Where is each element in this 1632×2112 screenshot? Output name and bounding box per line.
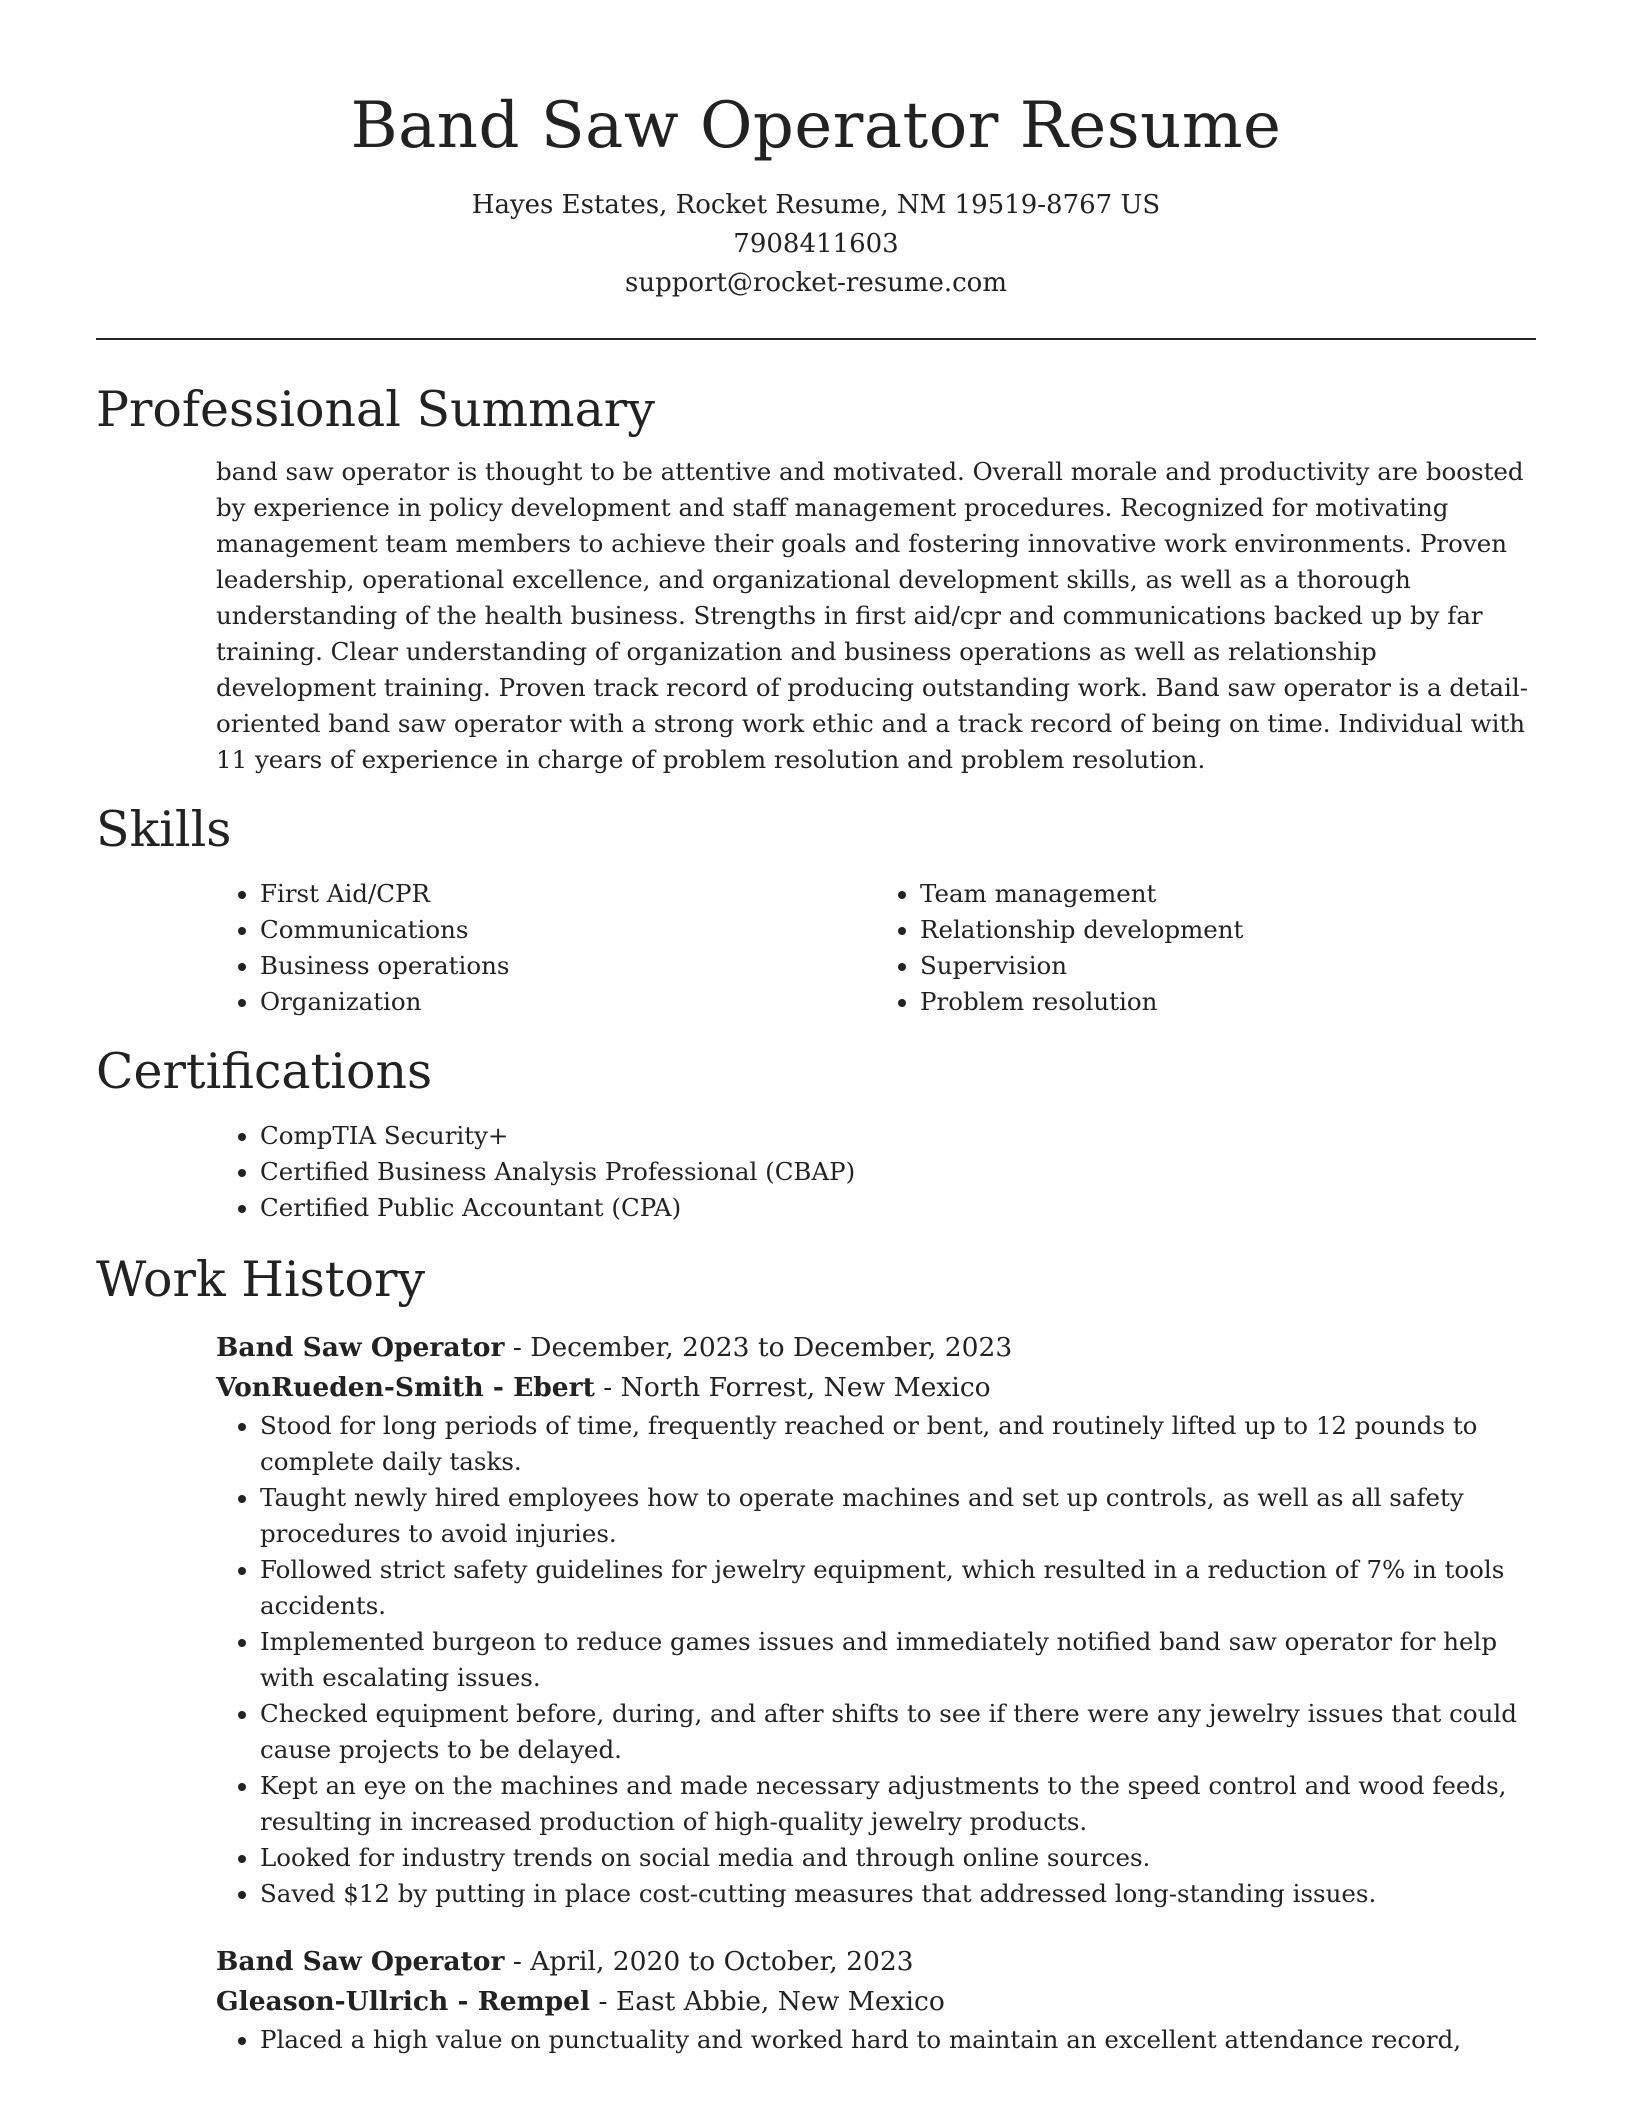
skill-item: • Team management [920,876,1536,912]
job-bullets [216,1408,1536,1912]
job-company-line [216,1982,1536,2022]
job-dates: - April, 2020 to October, 2023 [504,1946,914,1977]
skills-list-right [876,876,1536,1020]
job-bullet: • Placed a high value on punctuality and worked hard to maintain an excellent attendance record, [260,2022,1536,2058]
summary-heading: Professional Summary [96,381,655,438]
skill-item: • Supervision [920,948,1536,984]
work-history-heading: Work History [96,1251,426,1308]
certification-item: • Certified Public Accountant (CPA) [260,1190,1536,1226]
job-bullet: • Kept an eye on the machines and made necessary adjustments to the speed control and wood feeds, resulting in increased production of high-quality jewelry products. [260,1768,1536,1840]
job-role: Band Saw Operator [216,1332,505,1363]
job-role-line [216,1328,1536,1368]
job-company-line [216,1368,1536,1408]
certification-item: • Certified Business Analysis Professional (CBAP) [260,1154,1536,1190]
job-bullet: • Saved $12 by putting in place cost-cutting measures that addressed long-standing issues. [260,1876,1536,1912]
job-location: - East Abbie, New Mexico [590,1986,945,2017]
certifications-list [216,1118,1536,1226]
contact-block [96,186,1536,303]
resume-header [96,0,1536,303]
job-location: - North Forrest, New Mexico [594,1372,991,1403]
job-company: Gleason-Ullrich - Rempel [216,1986,591,2017]
skill-item: • First Aid/CPR [260,876,876,912]
job-role: Band Saw Operator [216,1946,505,1977]
resume-title: Band Saw Operator Resume [350,89,1282,163]
contact-phone: 7908411603 [733,229,899,259]
job-bullet: • Taught newly hired employees how to operate machines and set up controls, as well as all safety procedures to avoid injuries. [260,1480,1536,1552]
contact-email: support@rocket-resume.com [624,268,1007,298]
resume-page [96,0,1536,2112]
job-bullets [216,2022,1536,2058]
job-entry [96,1328,1536,1912]
skill-item: • Communications [260,912,876,948]
skill-item: • Business operations [260,948,876,984]
skills-list-left [216,876,876,1020]
header-divider [96,338,1536,340]
job-bullet: • Stood for long periods of time, frequently reached or bent, and routinely lifted up to 12 pounds to complete daily tasks. [260,1408,1536,1480]
contact-address: Hayes Estates, Rocket Resume, NM 19519-8767 US [471,190,1161,220]
summary-text: band saw operator is thought to be attentive and motivated. Overall morale and productivity are boosted by experience in policy development and staff management procedures. Recognized for motivating management team members to achieve their goals and fostering innovative work environments. Proven leadership, operational excellence, and organizational development skills, as well as a thorough understanding of the health business. Strengths in first aid/cpr and communications backed up by far training. Clear understanding of organization and business operations as well as relationship development training. Proven track record of producing outstanding work. Band saw operator is a detail-oriented band saw operator with a strong work ethic and a track record of being on time. Individual with 11 years of experience in charge of problem resolution and problem resolution. [216,457,1528,774]
skill-item: • Relationship development [920,912,1536,948]
certification-item: • CompTIA Security+ [260,1118,1536,1154]
job-bullet: • Checked equipment before, during, and after shifts to see if there were any jewelry issues that could cause projects to be delayed. [260,1696,1536,1768]
job-dates: - December, 2023 to December, 2023 [504,1332,1013,1363]
certifications-block [96,1118,1536,1226]
job-role-line [216,1942,1536,1982]
certifications-heading: Certifications [96,1043,433,1100]
job-bullet: • Followed strict safety guidelines for jewelry equipment, which resulted in a reduction of 7% in tools accidents. [260,1552,1536,1624]
skill-item: • Problem resolution [920,984,1536,1020]
job-bullet: • Looked for industry trends on social media and through online sources. [260,1840,1536,1876]
job-company: VonRueden-Smith - Ebert [216,1372,595,1403]
skills-columns [96,876,1536,1020]
job-bullet: • Implemented burgeon to reduce games issues and immediately notified band saw operator for help with escalating issues. [260,1624,1536,1696]
skill-item: • Organization [260,984,876,1020]
skills-heading: Skills [96,801,232,858]
job-entry [96,1942,1536,2058]
